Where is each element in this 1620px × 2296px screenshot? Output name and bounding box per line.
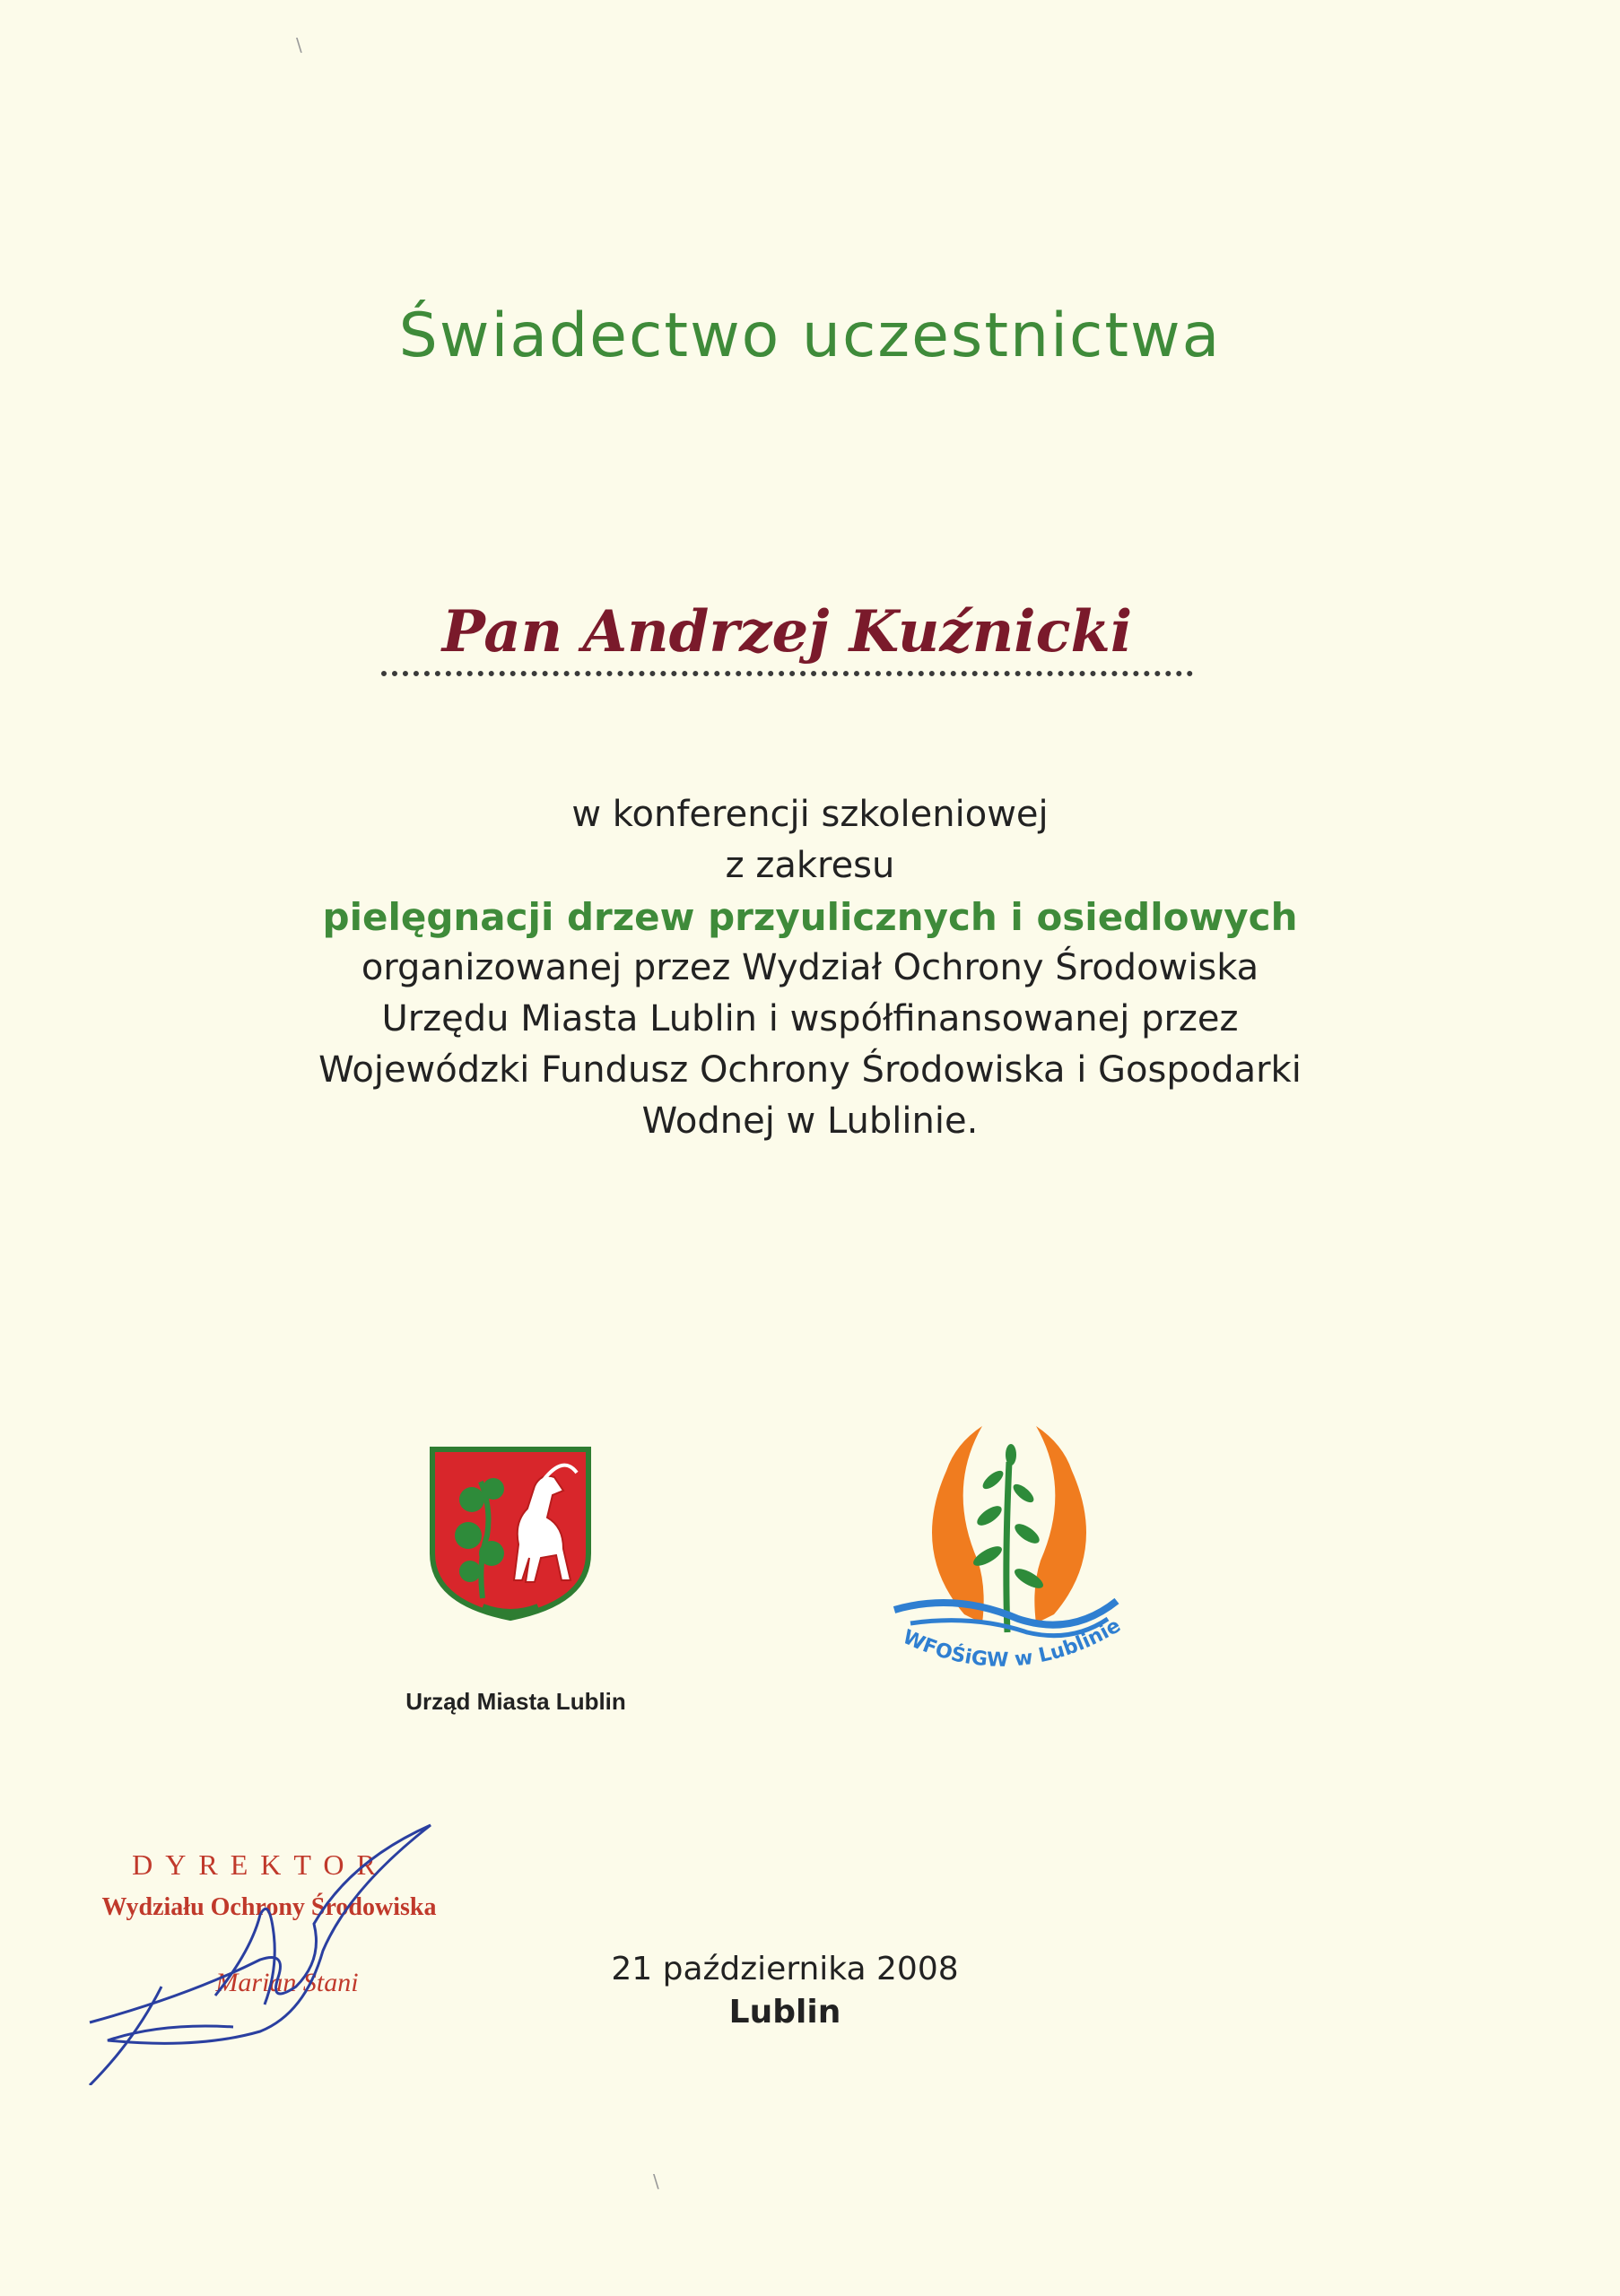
lublin-coat-of-arms-icon bbox=[429, 1446, 592, 1622]
director-stamp-signature bbox=[54, 1816, 475, 2085]
body-line: w konferencji szkoleniowej bbox=[571, 794, 1049, 835]
crest-caption: Urząd Miasta Lublin bbox=[405, 1688, 626, 1715]
stamp-name: Marian Stani bbox=[215, 1968, 359, 1997]
body-line: Wojewódzki Fundusz Ochrony Środowiska i Gospodarki bbox=[318, 1049, 1302, 1091]
body-line: z zakresu bbox=[725, 845, 895, 886]
issue-city: Lublin bbox=[728, 1994, 841, 2031]
fund-logo-text: WFOŚiGW w Lublinie bbox=[899, 1614, 1125, 1672]
issue-date-block bbox=[538, 1948, 1032, 2034]
recipient-name: Pan Andrzej Kuźnicki bbox=[441, 598, 1133, 665]
scan-mark: \ bbox=[653, 2170, 659, 2192]
stamp-role: DYREKTOR bbox=[132, 1848, 388, 1881]
body-line: Urzędu Miasta Lublin i współfinansowanej przez bbox=[381, 998, 1239, 1039]
conference-topic: pielęgnacji drzew przyulicznych i osiedlowych bbox=[322, 895, 1298, 939]
body-line: organizowanej przez Wydział Ochrony Środowiska bbox=[361, 947, 1259, 988]
body-line: Wodnej w Lublinie. bbox=[641, 1100, 979, 1142]
certificate-title: Świadectwo uczestnictwa bbox=[398, 300, 1222, 371]
wfosigw-logo-icon bbox=[893, 1408, 1126, 1695]
certificate-body bbox=[0, 789, 1620, 1147]
issue-date: 21 października 2008 bbox=[611, 1951, 959, 1987]
scan-mark: \ bbox=[296, 34, 302, 56]
dotted-line bbox=[381, 671, 1193, 676]
recipient-field bbox=[381, 592, 1193, 691]
stamp-department: Wydziału Ochrony Środowiska bbox=[101, 1893, 437, 1921]
